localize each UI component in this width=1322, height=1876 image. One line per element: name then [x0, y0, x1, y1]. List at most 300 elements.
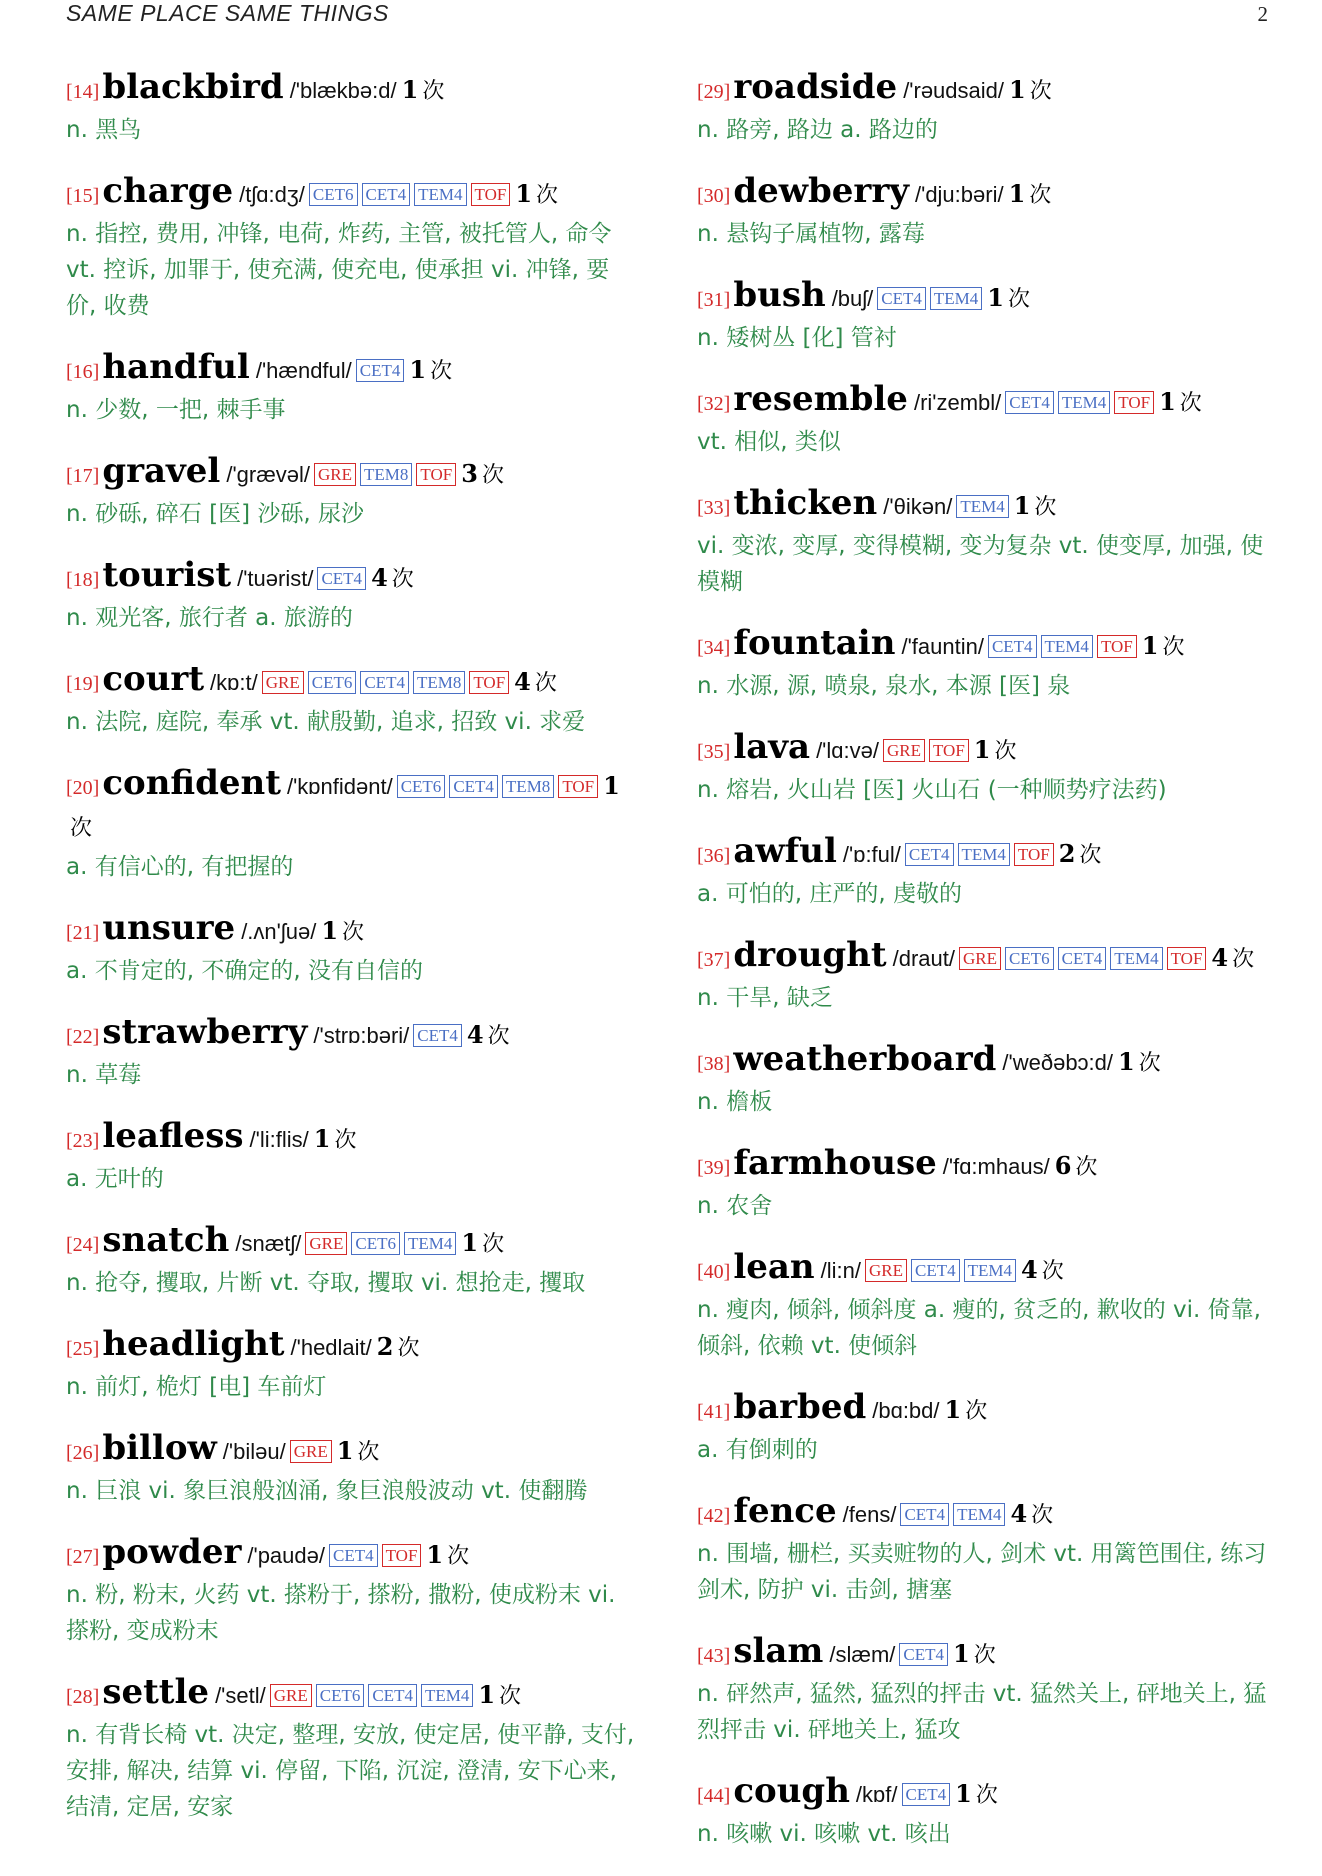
- entry-number: [38]: [697, 1053, 731, 1075]
- vocab-entry: [66, 1429, 636, 1509]
- count-unit: 次: [342, 920, 365, 945]
- vocab-entry: [697, 380, 1277, 460]
- entry-definition: n. 农舍: [697, 1193, 773, 1219]
- entry-headline: [697, 624, 1277, 668]
- entry-word: cough: [733, 1771, 850, 1811]
- exam-tag: GRE: [262, 671, 304, 694]
- occurrence-count: [955, 1780, 998, 1808]
- entry-pronunciation: /'weðəbɔ:d/: [1002, 1050, 1114, 1075]
- entry-definition: vi. 变浓, 变厚, 变得模糊, 变为复杂 vt. 使变厚, 加强, 使模糊: [697, 533, 1264, 595]
- vocab-entry: [66, 1325, 636, 1405]
- occurrence-count: [1118, 1048, 1161, 1076]
- page-number: 2: [1257, 2, 1268, 26]
- exam-tag: TEM4: [1110, 947, 1162, 970]
- exam-tag: CET4: [413, 1024, 462, 1047]
- count-unit: 次: [1232, 947, 1255, 972]
- count-number: 1: [478, 1680, 496, 1709]
- entry-headline: [697, 68, 1277, 112]
- entry-definition: vt. 相似, 类似: [697, 429, 841, 455]
- entry-definition: n. 巨浪 vi. 象巨浪般汹涌, 象巨浪般波动 vt. 使翻腾: [66, 1478, 588, 1504]
- entry-definition: a. 有倒刺的: [697, 1437, 818, 1463]
- occurrence-count: [1059, 840, 1102, 868]
- entry-word: billow: [102, 1428, 217, 1468]
- count-number: 2: [376, 1332, 394, 1361]
- exam-tag: CET4: [317, 567, 366, 590]
- exam-tag: TEM4: [414, 183, 466, 206]
- entry-pronunciation: /kɒf/: [855, 1782, 898, 1807]
- entry-headline: [66, 1429, 636, 1473]
- count-number: 4: [466, 1020, 484, 1049]
- entry-definition: n. 悬钩子属植物, 露莓: [697, 221, 925, 247]
- entry-word: unsure: [102, 908, 236, 948]
- entry-definition: n. 前灯, 桅灯 [电] 车前灯: [66, 1374, 327, 1400]
- entry-number: [28]: [66, 1686, 100, 1708]
- entry-headline: [66, 1673, 636, 1717]
- count-unit: 次: [391, 567, 414, 592]
- entry-headline: [697, 172, 1277, 216]
- count-unit: 次: [1029, 79, 1052, 104]
- entry-definition: n. 粉, 粉末, 火药 vt. 搽粉于, 搽粉, 撒粉, 使成粉末 vi. 搽粉, 变成粉末: [66, 1582, 616, 1644]
- entry-pronunciation: /'paudə/: [247, 1543, 325, 1568]
- count-number: 2: [1058, 839, 1076, 868]
- occurrence-count: [409, 356, 452, 384]
- vocab-entry: [697, 172, 1277, 252]
- entry-number: [17]: [66, 465, 100, 487]
- count-number: 4: [1021, 1255, 1038, 1284]
- entry-definition: n. 檐板: [697, 1089, 773, 1115]
- exam-tag: CET4: [1058, 947, 1107, 970]
- entry-pronunciation: /'biləu/: [222, 1439, 286, 1464]
- entry-pronunciation: /li:n/: [820, 1258, 861, 1283]
- exam-tag: CET6: [309, 183, 358, 206]
- entry-headline: [66, 764, 636, 849]
- entry-word: barbed: [733, 1387, 867, 1427]
- exam-tag: TOF: [471, 183, 511, 206]
- entry-word: lava: [733, 727, 811, 767]
- count-unit: 次: [1162, 635, 1185, 660]
- exam-tag: TOF: [416, 463, 456, 486]
- count-number: 4: [1211, 943, 1229, 972]
- occurrence-count: [514, 668, 557, 696]
- count-unit: 次: [334, 1128, 357, 1153]
- vocab-entry: [697, 936, 1277, 1016]
- count-number: 1: [321, 916, 339, 945]
- entry-pronunciation: /'li:flis/: [249, 1127, 309, 1152]
- count-number: 1: [973, 735, 991, 764]
- count-unit: 次: [975, 1783, 998, 1808]
- entry-headline: [66, 452, 636, 496]
- entry-pronunciation: /'strɒ:bəri/: [313, 1023, 410, 1048]
- entry-headline: [697, 1772, 1277, 1816]
- count-unit: 次: [1138, 1051, 1161, 1076]
- entry-headline: [697, 484, 1277, 528]
- vocab-entry: [66, 1533, 636, 1649]
- count-number: 3: [461, 459, 478, 488]
- count-unit: 次: [422, 79, 445, 104]
- vocab-entry: [66, 764, 636, 885]
- occurrence-count: [1021, 1256, 1064, 1284]
- entry-pronunciation: /buʃ/: [831, 286, 874, 311]
- vocab-entry: [697, 276, 1277, 356]
- entry-headline: [66, 1013, 636, 1057]
- exam-tag: CET4: [911, 1259, 960, 1282]
- page-header: [0, 0, 1322, 40]
- entry-number: [20]: [66, 777, 100, 799]
- entry-number: [29]: [697, 81, 731, 103]
- exam-tag: TEM8: [413, 671, 465, 694]
- vocab-entry: [66, 1673, 636, 1825]
- count-unit: 次: [1041, 1259, 1064, 1284]
- entry-pronunciation: /tʃɑ:dʒ/: [239, 182, 305, 207]
- count-number: 1: [401, 75, 419, 104]
- entry-pronunciation: /'θikən/: [883, 494, 953, 519]
- occurrence-count: [987, 284, 1030, 312]
- count-unit: 次: [430, 359, 453, 384]
- exam-tag: TOF: [558, 775, 598, 798]
- entry-headline: [66, 68, 636, 112]
- count-number: 1: [1008, 179, 1026, 208]
- vocab-entry: [697, 484, 1277, 600]
- exam-tag: CET4: [877, 287, 926, 310]
- exam-tag: TEM4: [953, 1503, 1005, 1526]
- entry-pronunciation: /'hedlait/: [290, 1335, 372, 1360]
- entry-headline: [697, 1632, 1277, 1676]
- entry-headline: [66, 1325, 636, 1369]
- exam-tag: CET6: [316, 1684, 365, 1707]
- entry-headline: [697, 1248, 1277, 1292]
- entry-number: [35]: [697, 741, 731, 763]
- right-column: [697, 68, 1277, 1876]
- occurrence-count: [1010, 1500, 1053, 1528]
- count-number: 1: [603, 771, 620, 800]
- occurrence-count: [461, 1229, 504, 1257]
- exam-tag: TEM4: [421, 1684, 473, 1707]
- vocab-entry: [697, 1040, 1277, 1120]
- exam-tag: TEM4: [958, 843, 1010, 866]
- occurrence-count: [515, 180, 558, 208]
- entry-headline: [697, 1144, 1277, 1188]
- entry-pronunciation: /'dju:bəri/: [915, 182, 1004, 207]
- vocab-entry: [697, 728, 1277, 808]
- entry-number: [21]: [66, 922, 100, 944]
- entry-headline: [697, 1492, 1277, 1536]
- count-unit: 次: [1031, 1503, 1054, 1528]
- entry-definition: n. 瘦肉, 倾斜, 倾斜度 a. 瘦的, 贫乏的, 歉收的 vi. 倚靠, 倾斜, 依赖 vt. 使倾斜: [697, 1297, 1261, 1359]
- entry-word: slam: [733, 1631, 824, 1671]
- entry-word: confident: [102, 763, 281, 803]
- exam-tag: GRE: [959, 947, 1001, 970]
- vocab-entry: [66, 68, 636, 148]
- vocab-entry: [697, 1248, 1277, 1364]
- occurrence-count: [337, 1437, 380, 1465]
- entry-definition: n. 干旱, 缺乏: [697, 985, 833, 1011]
- entry-headline: [66, 660, 636, 704]
- entry-definition: n. 熔岩, 火山岩 [医] 火山石 (一种顺势疗法药): [697, 777, 1167, 803]
- occurrence-count: [974, 736, 1017, 764]
- entry-word: resemble: [733, 379, 908, 419]
- occurrence-count: [1211, 944, 1254, 972]
- vocab-entry: [66, 1221, 636, 1301]
- count-number: 1: [987, 283, 1004, 312]
- count-unit: 次: [499, 1684, 522, 1709]
- occurrence-count: [945, 1396, 988, 1424]
- entry-definition: a. 可怕的, 庄严的, 虔敬的: [697, 881, 962, 907]
- count-number: 1: [1013, 491, 1031, 520]
- entry-headline: [66, 556, 636, 600]
- entry-number: [33]: [697, 497, 731, 519]
- count-number: 1: [515, 179, 533, 208]
- entry-headline: [66, 1117, 636, 1161]
- exam-tag: CET6: [1005, 947, 1054, 970]
- entry-definition: n. 砂砾, 碎石 [医] 沙砾, 尿沙: [66, 501, 365, 527]
- entry-word: tourist: [102, 555, 232, 595]
- occurrence-count: [321, 917, 364, 945]
- entry-number: [23]: [66, 1130, 100, 1152]
- count-unit: 次: [397, 1336, 420, 1361]
- vocab-entry: [66, 556, 636, 636]
- entry-number: [42]: [697, 1505, 731, 1527]
- entry-word: blackbird: [102, 67, 284, 107]
- entry-headline: [697, 832, 1277, 876]
- count-unit: 次: [481, 463, 504, 488]
- count-unit: 次: [965, 1399, 988, 1424]
- occurrence-count: [371, 564, 414, 592]
- entry-word: bush: [733, 275, 826, 315]
- occurrence-count: [1009, 180, 1052, 208]
- exam-tag: GRE: [290, 1440, 332, 1463]
- entry-pronunciation: /'tuərist/: [237, 566, 314, 591]
- entry-headline: [697, 936, 1277, 980]
- vocab-entry: [697, 1772, 1277, 1852]
- occurrence-count: [314, 1125, 357, 1153]
- count-number: 1: [1141, 631, 1159, 660]
- entry-number: [32]: [697, 393, 731, 415]
- exam-tag: CET4: [988, 635, 1037, 658]
- count-number: 1: [955, 1779, 972, 1808]
- exam-tag: TOF: [1114, 391, 1154, 414]
- entry-headline: [66, 1221, 636, 1265]
- entry-word: farmhouse: [733, 1143, 937, 1183]
- entry-headline: [697, 728, 1277, 772]
- vocab-entry: [697, 624, 1277, 704]
- exam-tag: CET4: [329, 1544, 378, 1567]
- entry-number: [24]: [66, 1234, 100, 1256]
- count-number: 1: [1118, 1047, 1135, 1076]
- entry-pronunciation: /'hændful/: [255, 358, 352, 383]
- count-unit: 次: [1179, 391, 1202, 416]
- entry-number: [41]: [697, 1401, 731, 1423]
- entry-pronunciation: /'ɒ:ful/: [842, 842, 901, 867]
- occurrence-count: [1014, 492, 1057, 520]
- entry-word: awful: [733, 831, 837, 871]
- vocab-entry: [66, 452, 636, 532]
- count-unit: 次: [973, 1643, 996, 1668]
- entry-pronunciation: /'fɑ:mhaus/: [942, 1154, 1050, 1179]
- vocab-entry: [697, 68, 1277, 148]
- exam-tag: CET6: [397, 775, 446, 798]
- entry-number: [44]: [697, 1785, 731, 1807]
- entry-pronunciation: /'blækbə:d/: [289, 78, 397, 103]
- entry-word: leafless: [102, 1116, 244, 1156]
- count-number: 1: [461, 1228, 479, 1257]
- entry-word: dewberry: [733, 171, 909, 211]
- entry-headline: [66, 909, 636, 953]
- entry-pronunciation: /'kɒnfidənt/: [286, 774, 393, 799]
- entry-word: powder: [102, 1532, 242, 1572]
- count-unit: 次: [1075, 1155, 1098, 1180]
- exam-tag: CET6: [351, 1232, 400, 1255]
- exam-tag: CET4: [360, 671, 409, 694]
- count-unit: 次: [487, 1024, 510, 1049]
- entry-pronunciation: /kɒ:t/: [210, 670, 258, 695]
- exam-tag: GRE: [305, 1232, 347, 1255]
- count-number: 1: [944, 1395, 962, 1424]
- exam-tag: TOF: [1014, 843, 1054, 866]
- exam-tag: TOF: [469, 671, 509, 694]
- entry-headline: [697, 380, 1277, 424]
- vocab-entry: [66, 660, 636, 740]
- entry-number: [31]: [697, 289, 731, 311]
- occurrence-count: [1055, 1152, 1098, 1180]
- entry-number: [36]: [697, 845, 731, 867]
- entry-word: settle: [102, 1672, 210, 1712]
- entry-definition: n. 咳嗽 vi. 咳嗽 vt. 咳出: [697, 1821, 951, 1847]
- vocab-entry: [697, 832, 1277, 912]
- count-number: 1: [1009, 75, 1026, 104]
- count-unit: 次: [1079, 843, 1102, 868]
- exam-tag: TEM4: [964, 1259, 1016, 1282]
- entry-number: [18]: [66, 569, 100, 591]
- entry-pronunciation: /'setl/: [215, 1683, 266, 1708]
- count-unit: 次: [536, 183, 559, 208]
- entry-definition: n. 少数, 一把, 棘手事: [66, 397, 286, 423]
- exam-tag: TEM8: [502, 775, 554, 798]
- entry-word: court: [102, 659, 205, 699]
- entry-pronunciation: /'rəudsaid/: [903, 78, 1005, 103]
- entry-headline: [66, 1533, 636, 1577]
- entry-number: [39]: [697, 1157, 731, 1179]
- entry-definition: n. 水源, 源, 喷泉, 泉水, 本源 [医] 泉: [697, 673, 1071, 699]
- entry-pronunciation: /draut/: [892, 946, 955, 971]
- entry-definition: n. 草莓: [66, 1062, 142, 1088]
- vocab-entry: [66, 348, 636, 428]
- count-unit: 次: [1029, 183, 1052, 208]
- entry-definition: n. 砰然声, 猛然, 猛烈的抨击 vt. 猛然关上, 砰地关上, 猛烈抨击 vi. 砰地关上, 猛攻: [697, 1681, 1267, 1743]
- count-unit: 次: [1034, 495, 1057, 520]
- vocab-entry: [697, 1388, 1277, 1468]
- entry-number: [19]: [66, 673, 100, 695]
- entry-definition: a. 无叶的: [66, 1166, 164, 1192]
- left-column: [66, 68, 636, 1849]
- entry-pronunciation: /'lɑ:və/: [816, 738, 879, 763]
- vocab-entry: [697, 1144, 1277, 1224]
- entry-number: [27]: [66, 1546, 100, 1568]
- entry-pronunciation: /bɑ:bd/: [872, 1398, 940, 1423]
- entry-headline: [697, 1040, 1277, 1084]
- entry-word: charge: [102, 171, 234, 211]
- exam-tag: CET4: [362, 183, 411, 206]
- document-title: SAME PLACE SAME THINGS: [66, 0, 389, 26]
- entry-number: [30]: [697, 185, 731, 207]
- entry-definition: a. 有信心的, 有把握的: [66, 854, 294, 880]
- entry-definition: a. 不肯定的, 不确定的, 没有自信的: [66, 958, 423, 984]
- occurrence-count: [461, 460, 504, 488]
- entry-pronunciation: /snætʃ/: [235, 1231, 302, 1256]
- occurrence-count: [402, 76, 445, 104]
- count-number: 4: [371, 563, 388, 592]
- count-unit: 次: [447, 1544, 470, 1569]
- entry-definition: n. 指控, 费用, 冲锋, 电荷, 炸药, 主管, 被托管人, 命令 vt. 控诉, 加罪于, 使充满, 使充电, 使承担 vi. 冲锋, 要价, 收费: [66, 221, 612, 319]
- entry-definition: n. 黑鸟: [66, 117, 142, 143]
- vocab-entry: [66, 909, 636, 989]
- occurrence-count: [467, 1021, 510, 1049]
- exam-tag: TEM4: [1058, 391, 1110, 414]
- entry-word: roadside: [733, 67, 898, 107]
- entry-number: [22]: [66, 1026, 100, 1048]
- count-number: 1: [953, 1639, 970, 1668]
- count-number: 4: [1010, 1499, 1028, 1528]
- entry-definition: n. 矮树丛 [化] 管衬: [697, 325, 897, 351]
- count-unit: 次: [482, 1232, 505, 1257]
- vocab-entry: [66, 172, 636, 324]
- exam-tag: CET4: [356, 359, 405, 382]
- entry-definition: n. 观光客, 旅行者 a. 旅游的: [66, 605, 353, 631]
- count-number: 1: [313, 1124, 331, 1153]
- exam-tag: GRE: [270, 1684, 312, 1707]
- count-number: 1: [336, 1436, 354, 1465]
- occurrence-count: [1142, 632, 1185, 660]
- entry-word: handful: [102, 347, 250, 387]
- entry-word: fountain: [733, 623, 896, 663]
- entry-pronunciation: /.ʌn'ʃuə/: [241, 919, 317, 944]
- exam-tag: TEM4: [930, 287, 982, 310]
- entry-number: [14]: [66, 81, 100, 103]
- entry-word: weatherboard: [733, 1039, 997, 1079]
- entry-pronunciation: /slæm/: [829, 1642, 896, 1667]
- entry-definition: n. 有背长椅 vt. 决定, 整理, 安放, 使定居, 使平静, 支付, 安排, 解决, 结算 vi. 停留, 下陷, 沉淀, 澄清, 安下心来, 结清, 定居, 安家: [66, 1722, 635, 1820]
- count-unit: 次: [1007, 287, 1030, 312]
- occurrence-count: [426, 1541, 469, 1569]
- entry-word: fence: [733, 1491, 837, 1531]
- exam-tag: CET4: [449, 775, 498, 798]
- entry-headline: [66, 172, 636, 216]
- count-number: 1: [426, 1540, 444, 1569]
- count-unit: 次: [534, 671, 557, 696]
- entry-headline: [66, 348, 636, 392]
- occurrence-count: [953, 1640, 996, 1668]
- entry-word: gravel: [102, 451, 221, 491]
- occurrence-count: [1009, 76, 1052, 104]
- count-number: 1: [409, 355, 427, 384]
- entry-headline: [697, 276, 1277, 320]
- exam-tag: TEM4: [956, 495, 1008, 518]
- exam-tag: GRE: [883, 739, 925, 762]
- entry-headline: [697, 1388, 1277, 1432]
- exam-tag: TOF: [929, 739, 969, 762]
- vocab-entry: [697, 1632, 1277, 1748]
- entry-number: [40]: [697, 1261, 731, 1283]
- vocab-entry: [66, 1013, 636, 1093]
- entry-number: [25]: [66, 1338, 100, 1360]
- vocab-entry: [697, 1492, 1277, 1608]
- exam-tag: CET4: [905, 843, 954, 866]
- exam-tag: CET4: [1005, 391, 1054, 414]
- exam-tag: CET4: [902, 1783, 951, 1806]
- entry-pronunciation: /'grævəl/: [226, 462, 311, 487]
- count-number: 4: [514, 667, 531, 696]
- entry-definition: n. 抢夺, 攫取, 片断 vt. 夺取, 攫取 vi. 想抢走, 攫取: [66, 1270, 586, 1296]
- exam-tag: TEM4: [404, 1232, 456, 1255]
